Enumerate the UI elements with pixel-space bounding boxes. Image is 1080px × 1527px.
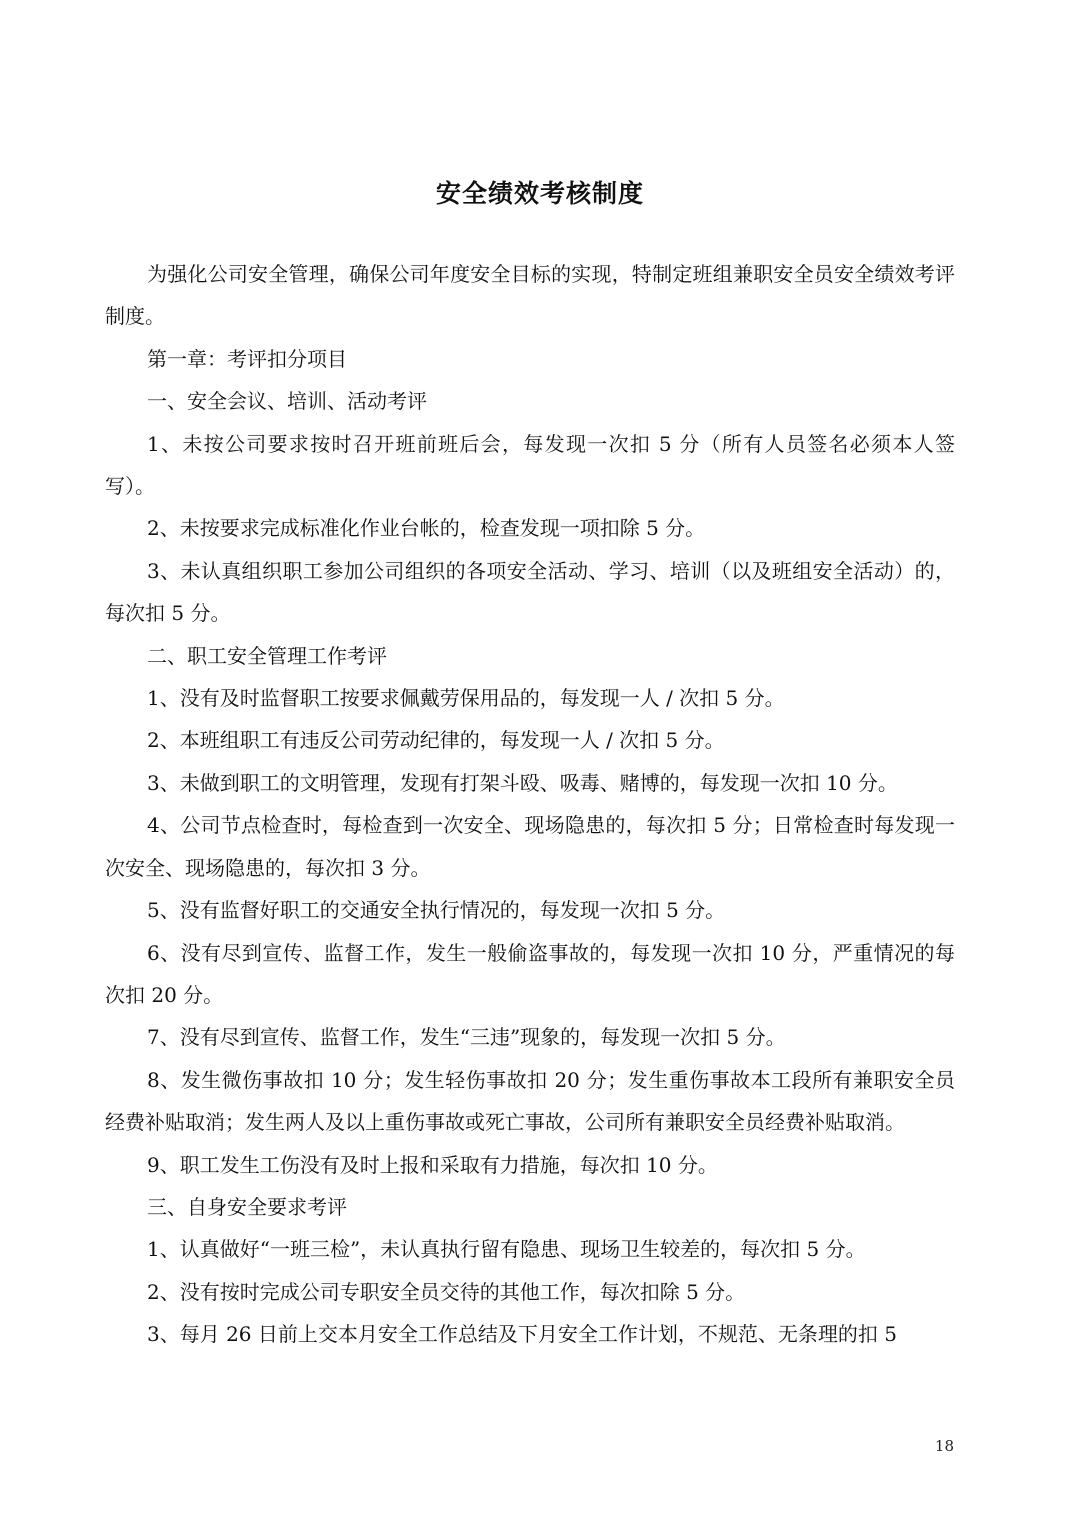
rule-paragraph: 3、未认真组织职工参加公司组织的各项安全活动、学习、培训（以及班组安全活动）的，每次扣 5 分。 (105, 558, 955, 626)
section-heading: 一、安全会议、培训、活动考评 (147, 389, 427, 414)
rule-paragraph: 2、未按要求完成标准化作业台帐的，检查发现一项扣除 5 分。 (147, 516, 706, 541)
document-title: 安全绩效考核制度 (435, 179, 644, 208)
chapter-heading: 第一章：考评扣分项目 (147, 346, 347, 371)
rule-paragraph: 3、每月 26 日前上交本月安全工作总结及下月安全工作计划，不规范、无条理的扣 5 (147, 1322, 897, 1347)
section-heading: 二、职工安全管理工作考评 (147, 643, 387, 668)
section-heading: 三、自身安全要求考评 (147, 1194, 347, 1219)
rule-paragraph: 3、未做到职工的文明管理，发现有打架斗殴、吸毒、赌博的，每发现一次扣 10 分。 (147, 770, 898, 795)
rule-paragraph: 9、职工发生工伤没有及时上报和采取有力措施，每次扣 10 分。 (147, 1152, 718, 1177)
rule-paragraph: 7、没有尽到宣传、监督工作，发生“三违”现象的，每发现一次扣 5 分。 (147, 1025, 786, 1050)
rule-paragraph: 1、未按公司要求按时召开班前班后会，每发现一次扣 5 分（所有人员签名必须本人签写）。 (105, 431, 955, 499)
rule-paragraph: 5、没有监督好职工的交通安全执行情况的，每发现一次扣 5 分。 (147, 898, 726, 923)
rule-paragraph: 6、没有尽到宣传、监督工作，发生一般偷盗事故的，每发现一次扣 10 分，严重情况的每次扣 20 分。 (105, 940, 955, 1007)
page-number: 18 (934, 1437, 954, 1455)
rule-paragraph: 1、没有及时监督职工按要求佩戴劳保用品的，每发现一人 / 次扣 5 分。 (147, 686, 785, 711)
rule-paragraph: 2、没有按时完成公司专职安全员交待的其他工作，每次扣除 5 分。 (147, 1279, 746, 1304)
rule-paragraph: 1、认真做好“一班三检”，未认真执行留有隐患、现场卫生较差的，每次扣 5 分。 (147, 1237, 866, 1262)
rule-paragraph: 2、本班组职工有违反公司劳动纪律的，每发现一人 / 次扣 5 分。 (147, 728, 725, 753)
intro-paragraph: 为强化公司安全管理，确保公司年度安全目标的实现，特制定班组兼职安全员安全绩效考评制度。 (105, 262, 955, 329)
rule-paragraph: 8、发生微伤事故扣 10 分；发生轻伤事故扣 20 分；发生重伤事故本工段所有兼职安全员经费补贴取消；发生两人及以上重伤事故或死亡事故，公司所有兼职安全员经费补贴取消。 (105, 1067, 955, 1135)
rule-paragraph: 4、公司节点检查时，每检查到一次安全、现场隐患的，每次扣 5 分；日常检查时每发现一次安全、现场隐患的，每次扣 3 分。 (105, 813, 955, 880)
document-body (105, 253, 955, 1356)
